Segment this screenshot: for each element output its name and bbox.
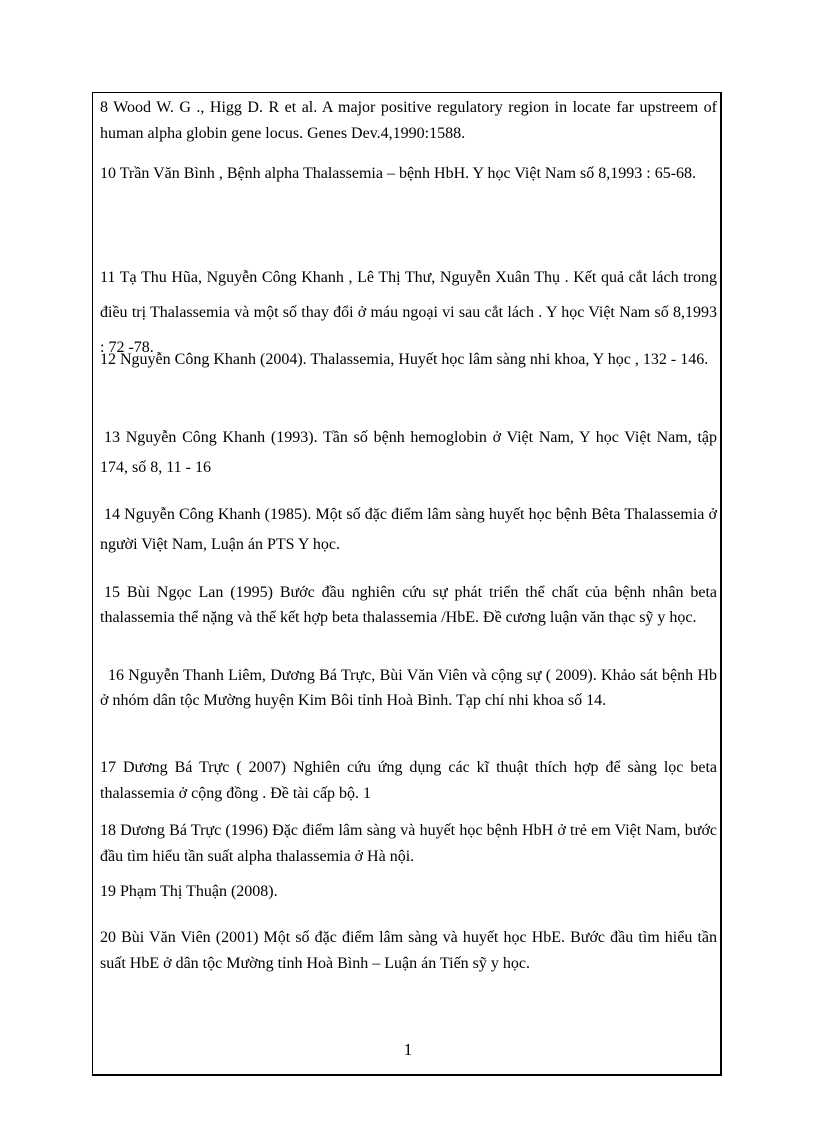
reference-20: 20 Bùi Văn Viên (2001) Một số đặc điểm lâm sàng và huyết học HbE. Bước đầu tìm hiểu tần suất HbE ở dân tộc Mường tỉnh Hoà Bình – Luận án Tiến sỹ y học. — [100, 929, 717, 972]
reference-10: 10 Trần Văn Bình , Bệnh alpha Thalassemia – bệnh HbH. Y học Việt Nam số 8,1993 : 65-68. — [100, 165, 697, 182]
reference-11: 11 Tạ Thu Hũa, Nguyễn Công Khanh , Lê Thị Thư, Nguyễn Xuân Thụ . Kết quả cắt lách trong điều trị Thalassemia và một số thay đổi ở máu ngoại vi sau cắt lách . Y học Việt Nam số 8,1993 : 72 -78. — [100, 269, 717, 356]
reference-16: 16 Nguyễn Thanh Liêm, Dương Bá Trực, Bùi Văn Viên và cộng sự ( 2009). Khảo sát bệnh Hb ở nhóm dân tộc Mường huyện Kim Bôi tỉnh Hoà Bình. Tạp chí nhi khoa số 14. — [100, 667, 717, 709]
reference-13: 13 Nguyễn Công Khanh (1993). Tần số bệnh hemoglobin ở Việt Nam, Y học Việt Nam, tập 174, số 8, 11 - 16 — [100, 429, 717, 476]
page-number: 1 — [403, 1040, 413, 1059]
reference-17: 17 Dương Bá Trực ( 2007) Nghiên cứu ứng dụng các kĩ thuật thích hợp để sàng lọc beta thalassemia ở cộng đồng . Đề tài cấp bộ. 1 — [100, 759, 717, 802]
reference-8: 8 Wood W. G ., Higg D. R et al. A major positive regulatory region in locate far upstreem of human alpha globin gene locus. Genes Dev.4,1990:1588. — [100, 99, 717, 142]
reference-18: 18 Dương Bá Trực (1996) Đặc điểm lâm sàng và huyết học bệnh HbH ở trẻ em Việt Nam, bước đầu tìm hiểu tần suất alpha thalassemia ở Hà nội. — [100, 822, 717, 865]
reference-15: 15 Bùi Ngọc Lan (1995) Bước đầu nghiên cứu sự phát triển thể chất của bệnh nhân beta thalassemia thể nặng và thể kết hợp beta thalassemia /HbE. Đề cương luận văn thạc sỹ y học. — [100, 584, 717, 626]
reference-14: 14 Nguyễn Công Khanh (1985). Một số đặc điểm lâm sàng huyết học bệnh Bêta Thalassemia ở người Việt Nam, Luận án PTS Y học. — [100, 506, 717, 553]
reference-12: 12 Nguyễn Công Khanh (2004). Thalassemia, Huyết học lâm sàng nhi khoa, Y học , 132 - 146. — [100, 351, 709, 368]
reference-19: 19 Phạm Thị Thuận (2008). — [100, 883, 278, 900]
